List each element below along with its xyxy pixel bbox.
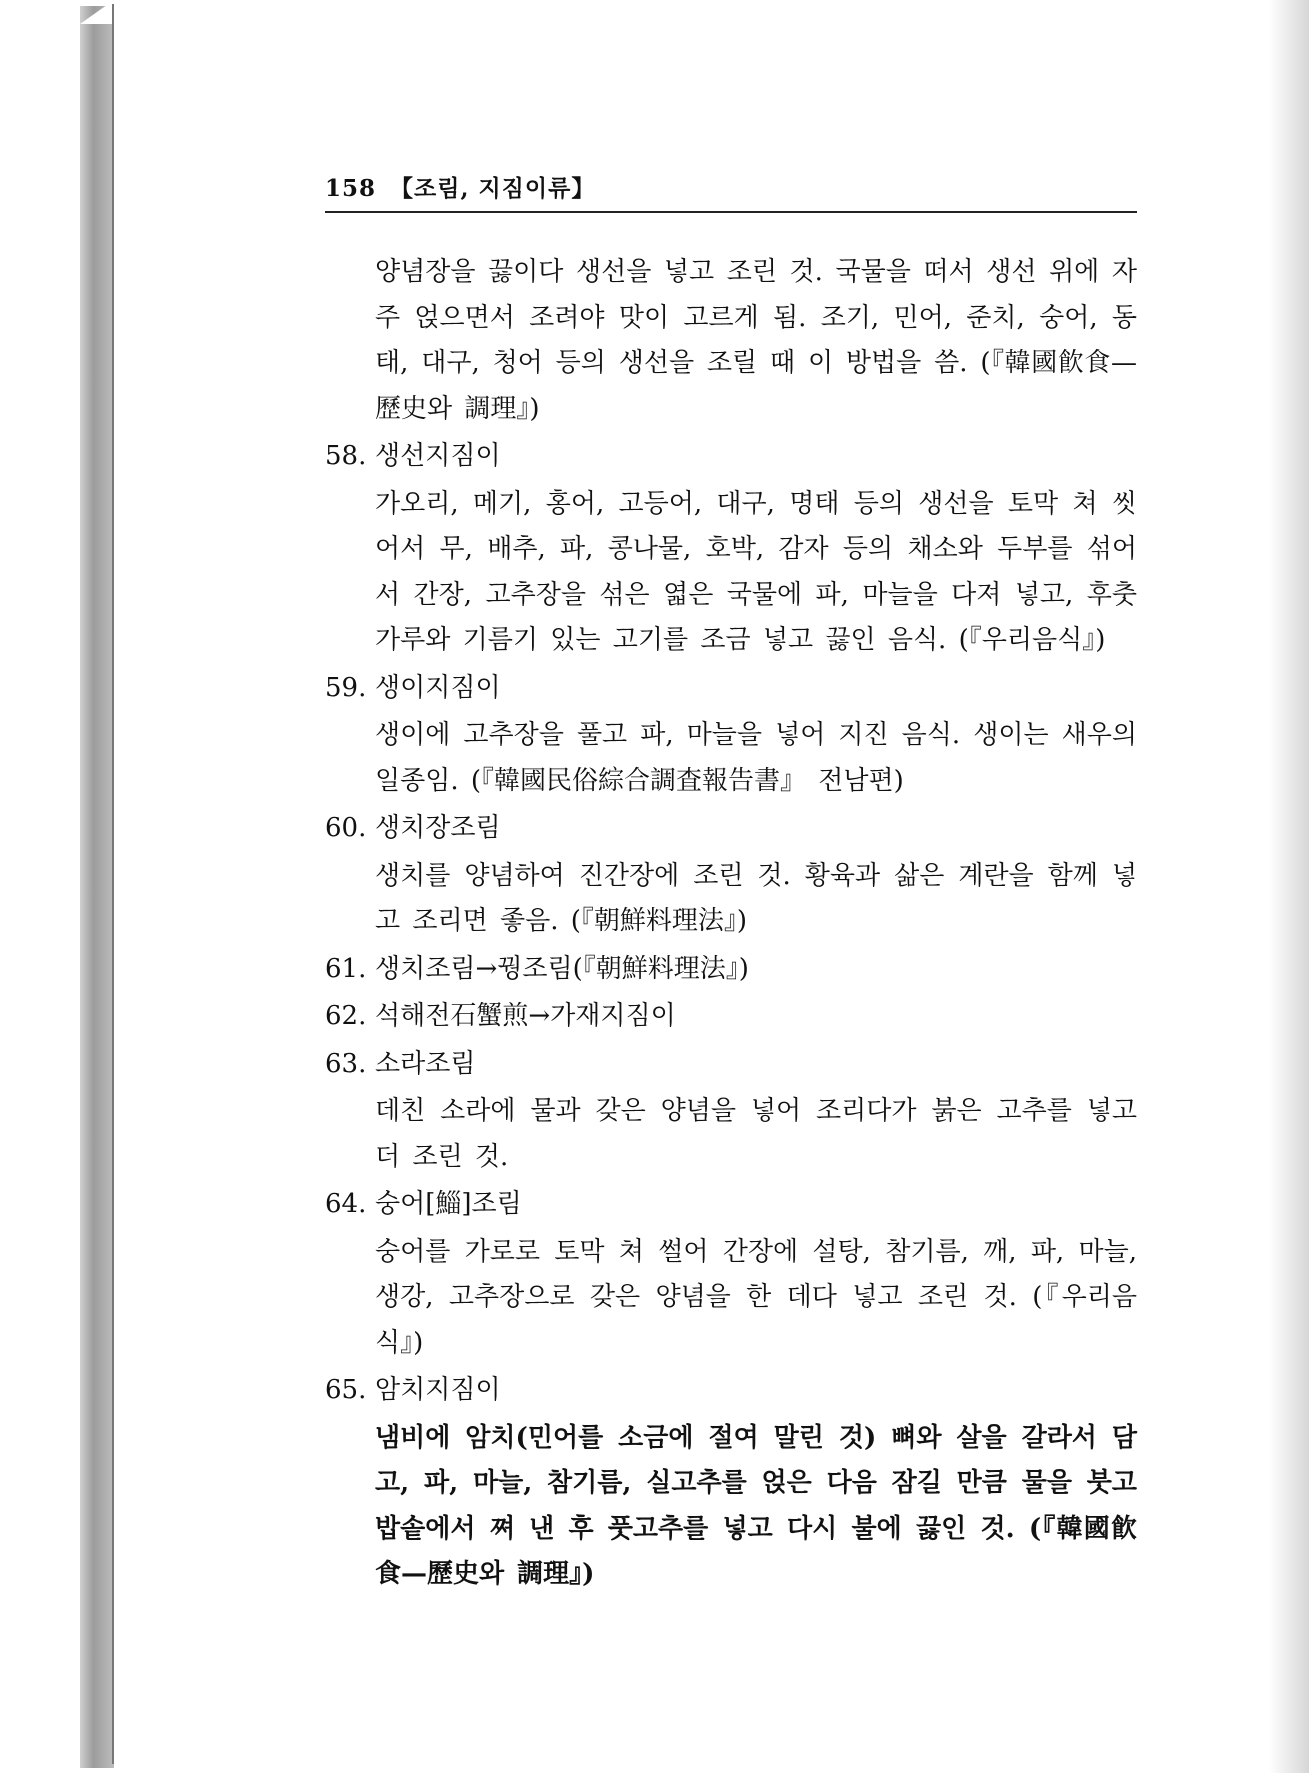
entry-title: 생선지짐이 — [375, 441, 501, 471]
entry-title: 생치장조림 — [375, 813, 501, 843]
running-header — [325, 170, 1137, 210]
entry-heading — [325, 1368, 1137, 1414]
book-spine-edge — [80, 6, 114, 1768]
entry-title: 생치조림→꿩조림(『朝鮮料理法』) — [375, 953, 749, 984]
entry-body: 데친 소라에 물과 갖은 양념을 넣어 조리다가 붉은 고추를 넣고 더 조린 것. — [375, 1096, 1137, 1172]
entry-body: 생치를 양념하여 진간장에 조린 것. 황육과 삶은 계란을 함께 넣고 조리면 좋음. (『朝鮮料理法』) — [375, 860, 1137, 936]
entry-body: 가오리, 메기, 홍어, 고등어, 대구, 명태 등의 생선을 토막 쳐 씻어서 무, 배추, 파, 콩나물, 호박, 감자 등의 채소와 두부를 섞어서 간장, 고추장을 섞은 엷은 국물에 파, 마늘을 다져 넣고, 후춧가루와 기름기 있는 고기를 조금 넣고 끓인 음식. (『우리음식』) — [375, 488, 1137, 655]
entry-65 — [325, 1368, 1137, 1598]
entry-number: 65. — [325, 1375, 367, 1405]
section-title: 【조림, 지짐이류】 — [390, 175, 596, 202]
page-content — [325, 250, 1137, 1600]
entry-body: 냄비에 암치(민어를 소금에 절여 말린 것) 뼈와 살을 갈라서 담고, 파, 마늘, 참기름, 실고추를 얹은 다음 잠길 만큼 물을 붓고 밥솥에서 쪄 낸 후 풋고추를 넣고 다시 불에 끓인 것. (『韓國飮食—歷史와 調理』) — [375, 1422, 1137, 1589]
entry-64 — [325, 1182, 1137, 1366]
entry-number: 63. — [325, 1048, 367, 1079]
entry-number: 60. — [325, 813, 367, 843]
entry-63 — [325, 1042, 1137, 1181]
entry-heading — [325, 666, 1137, 712]
entry-title: 숭어[鯔]조림 — [375, 1189, 522, 1219]
entry-59 — [325, 666, 1137, 805]
entry-62 — [325, 994, 1137, 1040]
entry-heading — [325, 1042, 1137, 1088]
entry-number: 59. — [325, 672, 367, 703]
entry-title: 소라조림 — [375, 1048, 476, 1079]
entry-number: 62. — [325, 1001, 367, 1031]
entry-heading — [325, 806, 1137, 852]
entry-title: 암치지짐이 — [375, 1375, 501, 1405]
entry-number: 61. — [325, 953, 367, 984]
entry-heading — [325, 1182, 1137, 1228]
header-rule — [325, 211, 1137, 213]
entry-title: 석해전石蟹煎→가재지짐이 — [375, 1001, 676, 1031]
entry-number: 64. — [325, 1189, 367, 1219]
entry-body: 숭어를 가로로 토막 쳐 썰어 간장에 설탕, 참기름, 깨, 파, 마늘, 생강, 고추장으로 갖은 양념을 한 데다 넣고 조린 것. (『우리음식』) — [375, 1236, 1137, 1358]
intro-paragraph: 양념장을 끓이다 생선을 넣고 조린 것. 국물을 떠서 생선 위에 자주 얹으면서 조려야 맛이 고르게 됨. 조기, 민어, 준치, 숭어, 동태, 대구, 청어 등의 생선을 조릴 때 이 방법을 씀. (『韓國飮食—歷史와 調理』) — [375, 257, 1137, 424]
entry-60 — [325, 806, 1137, 945]
entry-58 — [325, 434, 1137, 664]
entry-title: 생이지짐이 — [375, 672, 501, 703]
entry-heading — [325, 434, 1137, 480]
page-number: 158 — [325, 175, 377, 202]
entry-number: 58. — [325, 441, 367, 471]
entry-61 — [325, 947, 1137, 993]
page-shadow — [1269, 0, 1309, 1773]
entry-body: 생이에 고추장을 풀고 파, 마늘을 넣어 지진 음식. 생이는 새우의 일종임. (『韓國民俗綜合調査報告書』 전남편) — [375, 720, 1137, 796]
entry-heading — [325, 947, 1137, 993]
entry-heading — [325, 994, 1137, 1040]
